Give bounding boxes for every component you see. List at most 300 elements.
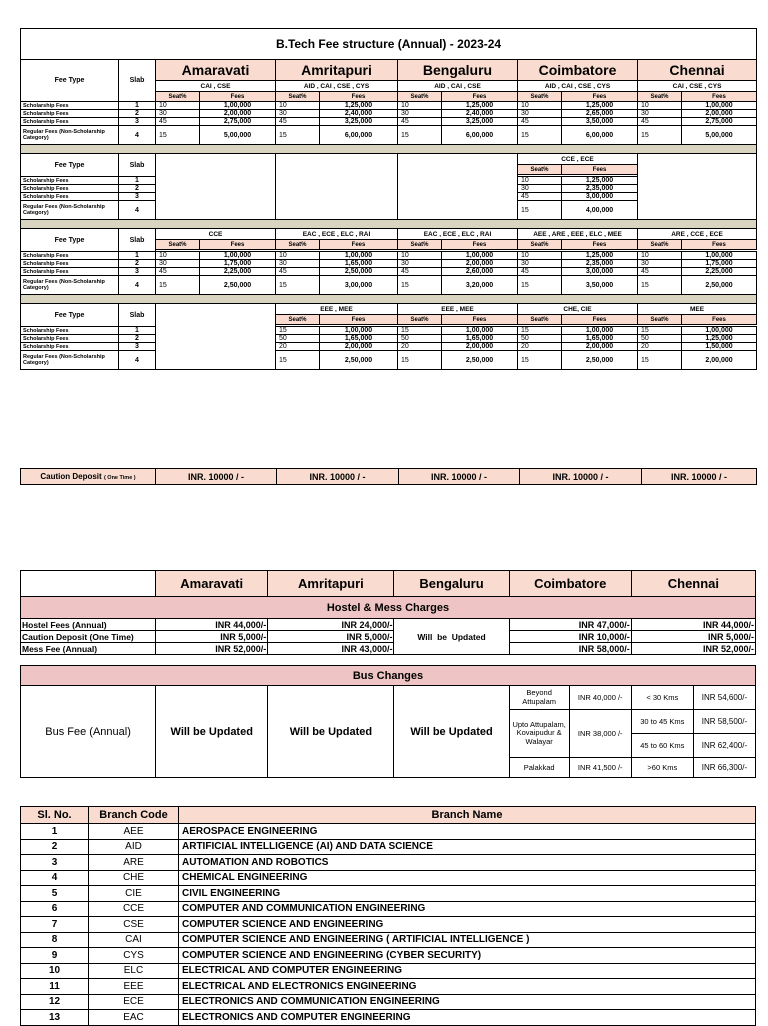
table-row <box>21 469 757 485</box>
fee-amount-cell: 2,40,000 <box>442 110 518 118</box>
spacer-row <box>21 655 756 666</box>
location-header: Amaravati <box>156 60 276 81</box>
slab-cell: 4 <box>119 201 156 220</box>
seat-percent-cell: 15 <box>518 351 562 370</box>
branch-name: CHEMICAL ENGINEERING <box>179 870 756 886</box>
fee-amount-cell: 2,60,000 <box>442 268 518 276</box>
branch-name: COMPUTER SCIENCE AND ENGINEERING <box>179 917 756 933</box>
seat-percent-cell: 50 <box>276 335 320 343</box>
bus-charges-header: Bus Changes <box>21 666 756 686</box>
seat-header: Seat% <box>518 165 562 175</box>
table-row <box>21 295 757 304</box>
table-row <box>21 901 756 917</box>
seat-percent-cell: 15 <box>398 276 442 295</box>
hostel-mess-header: Hostel & Mess Charges <box>21 597 756 619</box>
hostel-value: INR 44,000/- <box>631 619 755 631</box>
branch-code: ECE <box>89 994 179 1010</box>
seat-percent-cell: 45 <box>276 268 320 276</box>
fee-amount-cell: 6,00,000 <box>562 126 638 145</box>
seat-percent-cell: 30 <box>276 260 320 268</box>
seat-percent-cell: 30 <box>638 260 682 268</box>
fee-amount-cell: 1,50,000 <box>682 343 757 351</box>
table-row <box>21 597 756 619</box>
branch-group-label: EAC , ECE , ELC , RAI <box>276 229 398 240</box>
table-row <box>21 126 757 145</box>
caution-deposit-value: INR. 10000 / - <box>399 469 520 485</box>
caution-label-text: Caution Deposit <box>40 472 102 481</box>
fee-amount-cell: 1,00,000 <box>562 327 638 335</box>
seat-percent-cell: 15 <box>638 276 682 295</box>
branch-group-label: EAC , ECE , ELC , RAI <box>398 229 518 240</box>
hostel-row-label: Hostel Fees (Annual) <box>21 619 156 631</box>
fees-header: Fees <box>562 240 638 250</box>
seat-percent-cell: 15 <box>638 351 682 370</box>
fee-type-cell: Scholarship Fees <box>21 193 119 201</box>
seat-percent-cell: 45 <box>638 268 682 276</box>
slab-cell: 1 <box>119 102 156 110</box>
branch-sl-no: 6 <box>21 901 89 917</box>
seat-percent-cell: 45 <box>638 118 682 126</box>
bus-distance: >60 Kms <box>631 758 693 778</box>
bus-route-fee: INR 41,500 /- <box>569 758 631 778</box>
seat-percent-cell: 10 <box>518 177 562 185</box>
branch-name: AUTOMATION AND ROBOTICS <box>179 855 756 871</box>
caution-deposit-table <box>20 468 757 485</box>
fee-type-header: Fee Type <box>21 229 119 252</box>
bus-will-update: Will be Updated <box>156 686 268 778</box>
fee-amount-cell: 2,00,000 <box>442 260 518 268</box>
table-row <box>21 327 757 335</box>
fees-header: Fees <box>682 240 757 250</box>
fee-type-cell: Regular Fees (Non-Scholarship Category) <box>21 276 119 295</box>
branch-code: AID <box>89 839 179 855</box>
seat-percent-cell: 15 <box>518 201 562 220</box>
table-row <box>21 268 757 276</box>
table-row <box>21 979 756 995</box>
fee-type-cell: Scholarship Fees <box>21 102 119 110</box>
bus-distance: 30 to 45 Kms <box>631 710 693 734</box>
fee-amount-cell: 2,50,000 <box>562 351 638 370</box>
fee-type-cell: Regular Fees (Non-Scholarship Category) <box>21 126 119 145</box>
fee-amount-cell: 6,00,000 <box>320 126 398 145</box>
fee-amount-cell: 3,00,000 <box>320 276 398 295</box>
fees-header: Fees <box>442 92 518 102</box>
caution-deposit-value: INR. 10000 / - <box>277 469 399 485</box>
caution-deposit-value: INR. 10000 / - <box>156 469 277 485</box>
fee-type-cell: Scholarship Fees <box>21 268 119 276</box>
slab-cell: 1 <box>119 177 156 185</box>
seat-percent-cell: 15 <box>518 327 562 335</box>
table-row <box>21 110 757 118</box>
branch-sl-no: 1 <box>21 824 89 840</box>
fee-amount-cell: 3,25,000 <box>320 118 398 126</box>
empty-corner <box>21 571 156 597</box>
seat-header: Seat% <box>156 240 200 250</box>
fee-amount-cell: 1,00,000 <box>200 252 276 260</box>
fee-amount-cell: 3,00,000 <box>562 193 638 201</box>
table-row <box>21 252 757 260</box>
fee-amount-cell: 1,75,000 <box>200 260 276 268</box>
seat-percent-cell: 45 <box>156 268 200 276</box>
empty-cell <box>398 154 518 220</box>
branch-list-section <box>20 806 756 1026</box>
branch-name: ELECTRONICS AND COMMUNICATION ENGINEERING <box>179 994 756 1010</box>
branch-sl-no: 9 <box>21 948 89 964</box>
table-row <box>21 29 757 60</box>
table-row <box>21 932 756 948</box>
branch-sl-no: 5 <box>21 886 89 902</box>
bus-distance-fee: INR 66,300/- <box>693 758 755 778</box>
table-row <box>21 963 756 979</box>
fee-structure-section <box>20 28 757 370</box>
branch-group-label: AID , CAI , CSE , CYS <box>518 81 638 92</box>
fees-header: Fees <box>442 315 518 325</box>
fee-amount-cell: 1,25,000 <box>320 102 398 110</box>
slab-cell: 3 <box>119 118 156 126</box>
fee-amount-cell: 1,25,000 <box>562 102 638 110</box>
slab-cell: 3 <box>119 343 156 351</box>
seat-header: Seat% <box>398 92 442 102</box>
location-header: Coimbatore <box>509 571 631 597</box>
slab-header: Slab <box>119 60 156 102</box>
seat-percent-cell: 45 <box>518 193 562 201</box>
branch-name: ELECTRONICS AND COMPUTER ENGINEERING <box>179 1010 756 1026</box>
fee-amount-cell: 1,00,000 <box>682 327 757 335</box>
branch-name: AEROSPACE ENGINEERING <box>179 824 756 840</box>
branch-sl-no: 3 <box>21 855 89 871</box>
table-row <box>21 351 757 370</box>
branch-sl-no: 2 <box>21 839 89 855</box>
branch-sl-no: 8 <box>21 932 89 948</box>
slab-cell: 2 <box>119 185 156 193</box>
seat-percent-cell: 50 <box>518 335 562 343</box>
branch-group-label: AEE , ARE , EEE , ELC , MEE <box>518 229 638 240</box>
seat-percent-cell: 45 <box>518 268 562 276</box>
fee-amount-cell: 4,00,000 <box>562 201 638 220</box>
branch-sl-no: 13 <box>21 1010 89 1026</box>
seat-percent-cell: 10 <box>276 102 320 110</box>
group-separator <box>21 295 757 304</box>
bus-route-place: Beyond Attupalam <box>509 686 569 710</box>
branch-table-header: Branch Code <box>89 807 179 824</box>
fee-type-header: Fee Type <box>21 60 119 102</box>
fee-type-header: Fee Type <box>21 304 119 327</box>
fee-structure-table <box>20 28 757 370</box>
caution-deposit-value: INR. 10000 / - <box>520 469 642 485</box>
branch-group-label: CAI , CSE , CYS <box>638 81 757 92</box>
seat-header: Seat% <box>276 315 320 325</box>
seat-percent-cell: 10 <box>276 252 320 260</box>
seat-percent-cell: 45 <box>398 118 442 126</box>
table-row <box>21 994 756 1010</box>
table-row <box>21 686 756 710</box>
fee-type-cell: Scholarship Fees <box>21 177 119 185</box>
fee-amount-cell: 3,20,000 <box>442 276 518 295</box>
slab-cell: 2 <box>119 260 156 268</box>
fee-amount-cell: 1,25,000 <box>562 252 638 260</box>
fee-type-cell: Regular Fees (Non-Scholarship Category) <box>21 351 119 370</box>
fee-type-cell: Scholarship Fees <box>21 110 119 118</box>
seat-percent-cell: 15 <box>518 126 562 145</box>
fees-header: Fees <box>200 92 276 102</box>
fee-type-cell: Scholarship Fees <box>21 335 119 343</box>
branch-table-header: Branch Name <box>179 807 756 824</box>
location-header: Amritapuri <box>268 571 394 597</box>
empty-cell <box>156 154 276 220</box>
seat-percent-cell: 15 <box>638 327 682 335</box>
slab-header: Slab <box>119 229 156 252</box>
slab-cell: 4 <box>119 351 156 370</box>
table-row <box>21 145 757 154</box>
table-row <box>21 1010 756 1026</box>
seat-header: Seat% <box>638 240 682 250</box>
seat-header: Seat% <box>518 315 562 325</box>
hostel-value: INR 5,000/- <box>156 631 268 643</box>
bus-will-update: Will be Updated <box>268 686 394 778</box>
branch-table-header: Sl. No. <box>21 807 89 824</box>
seat-percent-cell: 15 <box>156 276 200 295</box>
bus-distance-fee: INR 58,500/- <box>693 710 755 734</box>
fee-amount-cell: 1,00,000 <box>320 327 398 335</box>
table-row <box>21 60 757 81</box>
fees-header: Fees <box>562 165 638 175</box>
bus-route-place: Palakkad <box>509 758 569 778</box>
branch-group-label: ARE , CCE , ECE <box>638 229 757 240</box>
group-separator <box>21 145 757 154</box>
slab-cell: 2 <box>119 110 156 118</box>
seat-percent-cell: 30 <box>156 260 200 268</box>
seat-percent-cell: 20 <box>276 343 320 351</box>
bus-will-update: Will be Updated <box>394 686 509 778</box>
fee-amount-cell: 2,00,000 <box>562 343 638 351</box>
seat-percent-cell: 15 <box>276 351 320 370</box>
seat-percent-cell: 10 <box>518 252 562 260</box>
branch-code: CAI <box>89 932 179 948</box>
caution-deposit-value: INR. 10000 / - <box>642 469 757 485</box>
branch-list-table <box>20 806 756 1026</box>
hostel-value: INR 10,000/- <box>509 631 631 643</box>
fees-header: Fees <box>562 315 638 325</box>
seat-percent-cell: 50 <box>638 335 682 343</box>
bengaluru-hostel-note: Will be Updated <box>394 619 509 655</box>
hostel-value: INR 43,000/- <box>268 643 394 655</box>
branch-sl-no: 7 <box>21 917 89 933</box>
fee-type-cell: Scholarship Fees <box>21 185 119 193</box>
seat-header: Seat% <box>276 240 320 250</box>
hostel-value: INR 24,000/- <box>268 619 394 631</box>
seat-percent-cell: 10 <box>398 252 442 260</box>
location-header: Bengaluru <box>394 571 509 597</box>
table-row <box>21 655 756 666</box>
branch-sl-no: 12 <box>21 994 89 1010</box>
fee-type-cell: Scholarship Fees <box>21 343 119 351</box>
fees-header: Fees <box>320 92 398 102</box>
fee-type-cell: Regular Fees (Non-Scholarship Category) <box>21 201 119 220</box>
fee-amount-cell: 2,50,000 <box>200 276 276 295</box>
fee-type-cell: Scholarship Fees <box>21 252 119 260</box>
table-row <box>21 304 757 315</box>
seat-percent-cell: 20 <box>518 343 562 351</box>
seat-percent-cell: 20 <box>638 343 682 351</box>
hostel-value: INR 5,000/- <box>268 631 394 643</box>
hostel-row-label: Caution Deposit (One Time) <box>21 631 156 643</box>
location-header: Coimbatore <box>518 60 638 81</box>
seat-header: Seat% <box>518 92 562 102</box>
table-row <box>21 870 756 886</box>
seat-header: Seat% <box>398 315 442 325</box>
table-row <box>21 666 756 686</box>
fee-amount-cell: 1,00,000 <box>682 252 757 260</box>
seat-percent-cell: 15 <box>276 126 320 145</box>
branch-group-label: CHE, CIE <box>518 304 638 315</box>
branch-code: CCE <box>89 901 179 917</box>
seat-header: Seat% <box>276 92 320 102</box>
branch-code: EAC <box>89 1010 179 1026</box>
fee-amount-cell: 3,25,000 <box>442 118 518 126</box>
branch-code: CHE <box>89 870 179 886</box>
fees-header: Fees <box>442 240 518 250</box>
fee-amount-cell: 2,50,000 <box>320 351 398 370</box>
seat-percent-cell: 30 <box>518 260 562 268</box>
table-row <box>21 276 757 295</box>
branch-name: CIVIL ENGINEERING <box>179 886 756 902</box>
empty-cell <box>276 154 398 220</box>
hostel-value: INR 44,000/- <box>156 619 268 631</box>
fee-amount-cell: 3,50,000 <box>562 118 638 126</box>
fee-type-cell: Scholarship Fees <box>21 327 119 335</box>
seat-percent-cell: 15 <box>398 327 442 335</box>
fee-amount-cell: 1,65,000 <box>320 260 398 268</box>
seat-percent-cell: 15 <box>276 276 320 295</box>
fee-amount-cell: 2,35,000 <box>562 185 638 193</box>
fee-amount-cell: 1,00,000 <box>320 252 398 260</box>
seat-percent-cell: 15 <box>518 276 562 295</box>
table-row <box>21 948 756 964</box>
fee-amount-cell: 5,00,000 <box>200 126 276 145</box>
seat-percent-cell: 15 <box>156 126 200 145</box>
slab-cell: 2 <box>119 335 156 343</box>
seat-percent-cell: 30 <box>398 110 442 118</box>
seat-percent-cell: 30 <box>398 260 442 268</box>
seat-header: Seat% <box>518 240 562 250</box>
fees-header: Fees <box>200 240 276 250</box>
branch-name: COMPUTER AND COMMUNICATION ENGINEERING <box>179 901 756 917</box>
table-row <box>21 118 757 126</box>
table-row <box>21 855 756 871</box>
seat-percent-cell: 10 <box>638 102 682 110</box>
empty-cell <box>156 304 276 370</box>
fee-amount-cell: 2,65,000 <box>562 110 638 118</box>
fee-amount-cell: 2,25,000 <box>200 268 276 276</box>
branch-sl-no: 10 <box>21 963 89 979</box>
table-row <box>21 807 756 824</box>
fee-amount-cell: 2,00,000 <box>682 351 757 370</box>
fee-type-cell: Scholarship Fees <box>21 260 119 268</box>
hostel-row-label: Mess Fee (Annual) <box>21 643 156 655</box>
seat-percent-cell: 15 <box>276 327 320 335</box>
seat-percent-cell: 15 <box>638 126 682 145</box>
table-row <box>21 220 757 229</box>
seat-percent-cell: 45 <box>156 118 200 126</box>
branch-group-label: CCE <box>156 229 276 240</box>
fee-amount-cell: 2,25,000 <box>682 268 757 276</box>
seat-percent-cell: 20 <box>398 343 442 351</box>
branch-code: CSE <box>89 917 179 933</box>
bus-distance: < 30 Kms <box>631 686 693 710</box>
fee-amount-cell: 2,00,000 <box>320 343 398 351</box>
table-row <box>21 886 756 902</box>
branch-group-label: CCE , ECE <box>518 154 638 165</box>
fee-type-header: Fee Type <box>21 154 119 177</box>
fee-amount-cell: 2,40,000 <box>320 110 398 118</box>
slab-header: Slab <box>119 304 156 327</box>
seat-percent-cell: 10 <box>518 102 562 110</box>
seat-percent-cell: 30 <box>518 185 562 193</box>
hostel-value: INR 52,000/- <box>156 643 268 655</box>
fee-amount-cell: 2,00,000 <box>200 110 276 118</box>
fee-amount-cell: 2,50,000 <box>320 268 398 276</box>
hostel-value: INR 58,000/- <box>509 643 631 655</box>
caution-deposit-label <box>21 469 156 485</box>
fee-amount-cell: 6,00,000 <box>442 126 518 145</box>
fees-header: Fees <box>682 315 757 325</box>
fees-header: Fees <box>682 92 757 102</box>
branch-group-label: EEE , MEE <box>398 304 518 315</box>
branch-name: COMPUTER SCIENCE AND ENGINEERING ( ARTIFICIAL INTELLIGENCE ) <box>179 932 756 948</box>
fee-amount-cell: 1,00,000 <box>200 102 276 110</box>
seat-header: Seat% <box>638 92 682 102</box>
hostel-bus-section <box>20 570 756 778</box>
table-row <box>21 571 756 597</box>
hostel-value: INR 47,000/- <box>509 619 631 631</box>
branch-name: ELECTRICAL AND ELECTRONICS ENGINEERING <box>179 979 756 995</box>
fee-amount-cell: 1,25,000 <box>562 177 638 185</box>
table-row <box>21 229 757 240</box>
empty-cell <box>638 154 757 220</box>
seat-percent-cell: 45 <box>276 118 320 126</box>
group-separator <box>21 220 757 229</box>
seat-header: Seat% <box>638 315 682 325</box>
location-header: Chennai <box>631 571 755 597</box>
hostel-value: INR 52,000/- <box>631 643 755 655</box>
bus-distance-fee: INR 62,400/- <box>693 734 755 758</box>
table-row <box>21 154 757 165</box>
caution-deposit-section <box>20 468 757 485</box>
seat-percent-cell: 15 <box>398 351 442 370</box>
fee-title: B.Tech Fee structure (Annual) - 2023-24 <box>21 29 757 60</box>
seat-percent-cell: 30 <box>276 110 320 118</box>
fee-amount-cell: 2,75,000 <box>682 118 757 126</box>
fee-amount-cell: 1,25,000 <box>682 335 757 343</box>
fee-amount-cell: 1,00,000 <box>442 327 518 335</box>
fee-amount-cell: 1,65,000 <box>442 335 518 343</box>
branch-code: AEE <box>89 824 179 840</box>
seat-percent-cell: 10 <box>638 252 682 260</box>
table-row <box>21 335 757 343</box>
location-header: Chennai <box>638 60 757 81</box>
fee-amount-cell: 2,35,000 <box>562 260 638 268</box>
seat-percent-cell: 10 <box>398 102 442 110</box>
table-row <box>21 260 757 268</box>
fee-amount-cell: 1,75,000 <box>682 260 757 268</box>
fee-amount-cell: 2,50,000 <box>442 351 518 370</box>
branch-code: CYS <box>89 948 179 964</box>
branch-group-label: CAI , CSE <box>156 81 276 92</box>
slab-cell: 3 <box>119 193 156 201</box>
seat-percent-cell: 15 <box>398 126 442 145</box>
branch-name: COMPUTER SCIENCE AND ENGINEERING (CYBER SECURITY) <box>179 948 756 964</box>
table-row <box>21 619 756 631</box>
